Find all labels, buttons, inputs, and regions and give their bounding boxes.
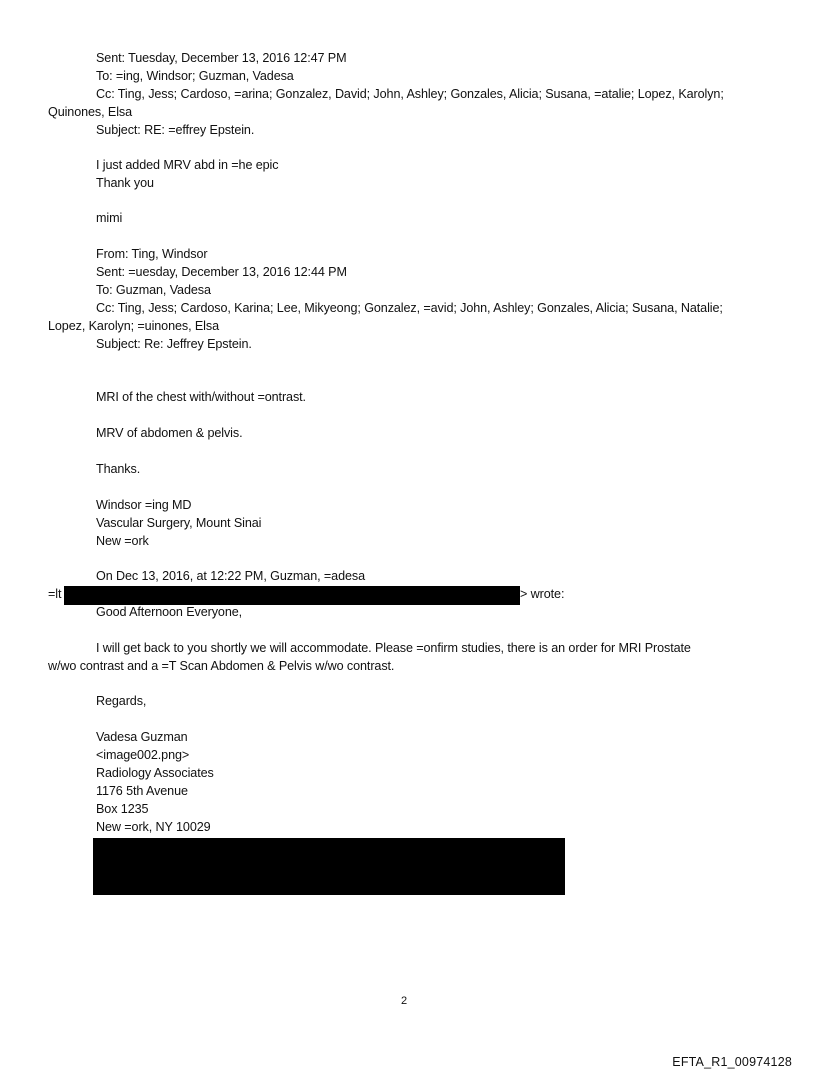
- quoted-signature-address: New =ork, NY 10029: [96, 820, 211, 834]
- quoted-body-line: I will get back to you shortly we will accommodate. Please =onfirm studies, there is an order for MRI Prostate: [96, 641, 691, 655]
- quoted-header: On Dec 13, 2016, at 12:22 PM, Guzman, =adesa: [96, 569, 365, 583]
- quoted-greeting: Good Afternoon Everyone,: [96, 605, 243, 619]
- email1-cc: Cc: Ting, Jess; Cardoso, =arina; Gonzalez, David; John, Ashley; Gonzales, Alicia; Susana, =atalie; Lopez, Karolyn;: [96, 87, 724, 101]
- redaction-block: [93, 838, 565, 895]
- quoted-signature-image: <image002.png>: [96, 748, 190, 762]
- email2-body-line: MRV of abdomen & pelvis.: [96, 426, 243, 440]
- email1-cc-continued: Quinones, Elsa: [48, 105, 133, 119]
- document-id: EFTA_R1_00974128: [672, 1055, 792, 1069]
- email2-to: To: Guzman, Vadesa: [96, 283, 211, 297]
- email1-to: To: =ing, Windsor; Guzman, Vadesa: [96, 69, 294, 83]
- email2-body-line: Thanks.: [96, 462, 141, 476]
- email1-subject: Subject: RE: =effrey Epstein.: [96, 123, 255, 137]
- quoted-signature-address: 1176 5th Avenue: [96, 784, 188, 798]
- quoted-header-suffix: > wrote:: [520, 587, 565, 601]
- email1-sent: Sent: Tuesday, December 13, 2016 12:47 PM: [96, 51, 347, 65]
- email1-body-line: Thank you: [96, 176, 154, 190]
- email2-cc-continued: Lopez, Karolyn; =uinones, Elsa: [48, 319, 219, 333]
- email1-body-line: I just added MRV abd in =he epic: [96, 158, 279, 172]
- quoted-regards: Regards,: [96, 694, 147, 708]
- email2-from: From: Ting, Windsor: [96, 247, 208, 261]
- email2-sent: Sent: =uesday, December 13, 2016 12:44 PM: [96, 265, 347, 279]
- email1-signature: mimi: [96, 211, 123, 225]
- quoted-header-prefix: =lt: [48, 587, 62, 601]
- email2-cc: Cc: Ting, Jess; Cardoso, Karina; Lee, Mikyeong; Gonzalez, =avid; John, Ashley; Gonzales, Alicia; Susana, Natalie;: [96, 301, 723, 315]
- quoted-body-line: w/wo contrast and a =T Scan Abdomen & Pelvis w/wo contrast.: [48, 659, 395, 673]
- email2-body-line: MRI of the chest with/without =ontrast.: [96, 390, 306, 404]
- email2-signature-name: Windsor =ing MD: [96, 498, 192, 512]
- redaction-bar: [64, 586, 520, 605]
- page-number: 2: [401, 995, 408, 1007]
- email2-subject: Subject: Re: Jeffrey Epstein.: [96, 337, 252, 351]
- quoted-signature-address: Box 1235: [96, 802, 149, 816]
- quoted-signature-name: Vadesa Guzman: [96, 730, 188, 744]
- email2-signature-city: New =ork: [96, 534, 149, 548]
- email2-signature-dept: Vascular Surgery, Mount Sinai: [96, 516, 262, 530]
- quoted-signature-org: Radiology Associates: [96, 766, 214, 780]
